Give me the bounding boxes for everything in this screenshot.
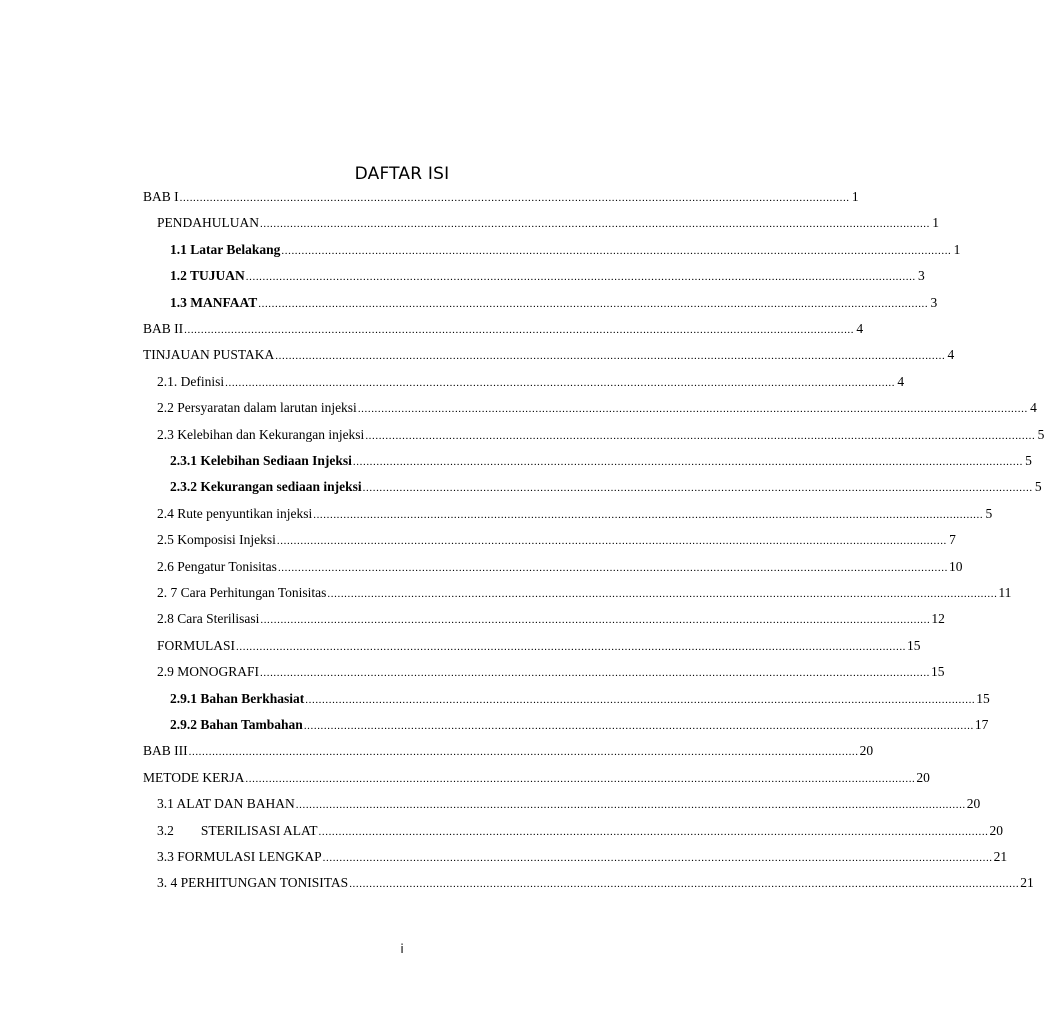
toc-entry-label: 2.1. Definisi [157,373,225,389]
toc-entry-label: 2.9 MONOGRAFI [157,664,260,680]
toc-entry-page: 20 [916,769,930,785]
toc-leader-dots: ........................................................................................................................................................................................................ [245,772,916,785]
toc-entry[interactable] [170,265,925,287]
toc-entry[interactable] [157,820,1004,842]
toc-leader-dots: ........................................................................................................................................................................................................ [260,614,931,627]
toc-entry-label: 1.3 MANFAAT [170,294,258,310]
toc-entry[interactable] [157,212,939,234]
toc-entry-label: 1.1 Latar Belakang [170,241,281,257]
toc-entry-page: 3 [930,294,938,310]
toc-leader-dots: ........................................................................................................................................................................................................ [236,640,907,653]
toc-entry-page: 15 [976,690,990,706]
page-title: DAFTAR ISI [354,164,450,184]
toc-leader-dots: ........................................................................................................................................................................................................ [365,429,1036,442]
toc-leader-dots: ........................................................................................................................................................................................................ [260,667,931,680]
toc-entry[interactable] [170,688,990,710]
toc-entry[interactable] [170,714,989,736]
toc-entry-label: METODE KERJA [143,769,245,785]
toc-leader-dots: ........................................................................................................................................................................................................ [313,508,984,521]
toc-entry-page: 5 [1025,453,1032,468]
toc-leader-dots: ........................................................................................................................................................................................................ [281,244,952,257]
toc-entry-label: 2.2 Persyaratan dalam larutan injeksi [157,400,357,416]
toc-leader-dots: ........................................................................................................................................................................................................ [275,350,946,363]
toc-entry-label: 3.2 STERILISASI ALAT [157,822,318,838]
toc-entry-page: 1 [932,215,939,231]
toc-entry[interactable] [157,582,1012,604]
toc-entry-page: 15 [931,664,945,680]
toc-entry-page: 4 [856,321,864,336]
toc-entry-page: 15 [907,637,921,653]
toc-entry-label: 3. 4 PERHITUNGAN TONISITAS [157,875,349,891]
toc-entry-label: 2.6 Pengatur Tonisitas [157,558,277,574]
toc-entry-page: 4 [1030,400,1037,416]
toc-entry-page: 4 [947,347,955,363]
toc-leader-dots: ........................................................................................................................................................................................................ [179,192,850,204]
toc-leader-dots: ........................................................................................................................................................................................................ [327,588,998,600]
toc-entry-label: 2.9.1 Bahan Berkhasiat [170,690,305,706]
toc-leader-dots: ........................................................................................................................................................................................................ [225,376,896,389]
toc-entry[interactable] [157,424,1044,446]
toc-entry-label: BAB II [143,321,184,336]
toc-entry-page: 5 [1037,426,1044,442]
toc-leader-dots: ........................................................................................................................................................................................................ [276,535,947,548]
toc-leader-dots: ........................................................................................................................................................................................................ [258,297,929,310]
toc-entry-page: 5 [985,505,993,521]
toc-entry-page: 7 [949,532,956,548]
toc-leader-dots: ........................................................................................................................................................................................................ [277,561,948,574]
toc-entry-label: 2.4 Rute penyuntikan injeksi [157,505,313,521]
toc-entry[interactable] [157,556,963,578]
toc-entry-page: 20 [859,743,874,759]
toc-entry-label: 3.3 FORMULASI LENGKAP [157,849,322,864]
toc-entry[interactable] [170,239,961,261]
toc-entry[interactable] [157,529,956,551]
toc-leader-dots: ........................................................................................................................................................................................................ [318,825,989,838]
toc-leader-dots: ........................................................................................................................................................................................................ [188,746,859,759]
toc-leader-dots: ........................................................................................................................................................................................................ [305,693,976,706]
toc-entry-page: 10 [948,558,963,574]
toc-entry-page: 4 [897,373,905,389]
toc-entry[interactable] [143,186,859,208]
toc-entry-label: 2.5 Komposisi Injeksi [157,532,276,548]
toc-entry-page: 21 [1020,875,1034,891]
toc-entry-page: 1 [953,241,961,257]
toc-leader-dots: ........................................................................................................................................................................................................ [303,720,974,732]
toc-entry[interactable] [157,872,1034,894]
toc-entry-label: 1.2 TUJUAN [170,268,245,284]
toc-entry-label: 2.3.1 Kelebihan Sediaan Injeksi [170,453,352,468]
toc-entry[interactable] [143,344,955,366]
toc-entry-page: 12 [931,611,945,627]
toc-entry-page: 20 [966,796,981,812]
toc-leader-dots: ........................................................................................................................................................................................................ [352,456,1023,468]
toc-entry[interactable] [170,476,1042,498]
toc-entry[interactable] [157,397,1037,419]
toc-entry[interactable] [170,292,938,314]
toc-leader-dots: ........................................................................................................................................................................................................ [295,799,966,812]
toc-entry[interactable] [157,608,945,630]
toc-entry[interactable] [157,371,905,393]
toc-entry-label: 2. 7 Cara Perhitungan Tonisitas [157,585,327,600]
toc-leader-dots: ........................................................................................................................................................................................................ [245,271,916,284]
toc-leader-dots: ........................................................................................................................................................................................................ [322,852,993,864]
toc-leader-dots: ........................................................................................................................................................................................................ [349,878,1020,891]
toc-leader-dots: ........................................................................................................................................................................................................ [362,482,1033,495]
toc-entry-page: 3 [918,268,925,284]
toc-entry-label: PENDAHULUAN [157,215,259,231]
toc-entry-label: 2.3.2 Kekurangan sediaan injeksi [170,479,362,495]
toc-entry[interactable] [157,846,1008,868]
toc-leader-dots: ........................................................................................................................................................................................................ [357,403,1028,416]
toc-entry-page: 5 [1034,479,1042,495]
toc-entry-page: 20 [989,822,1004,838]
toc-entry-label: 2.8 Cara Sterilisasi [157,611,260,627]
toc-entry[interactable] [170,450,1032,472]
toc-entry-label: 3.1 ALAT DAN BAHAN [157,796,295,812]
toc-entry[interactable] [143,318,864,340]
toc-entry-page: 11 [998,585,1012,600]
toc-entry[interactable] [157,635,921,657]
toc-entry-label: 2.9.2 Bahan Tambahan [170,717,303,732]
toc-entry[interactable] [143,740,874,762]
toc-entry-page: 1 [851,189,859,204]
toc-entry-label: BAB III [143,743,188,759]
toc-entry-page: 21 [993,849,1008,864]
toc-entry[interactable] [157,503,993,525]
toc-entry-page: 17 [974,717,989,732]
toc-leader-dots: ........................................................................................................................................................................................................ [184,324,855,336]
toc-entry-label: TINJAUAN PUSTAKA [143,347,275,363]
toc-entry-label: FORMULASI [157,637,236,653]
page-number-footer: i [400,942,404,956]
toc-entry[interactable] [157,661,945,683]
toc-entry[interactable] [143,767,930,789]
toc-entry-label: BAB I [143,189,179,204]
toc-leader-dots: ........................................................................................................................................................................................................ [260,218,930,231]
toc-entry-label: 2.3 Kelebihan dan Kekurangan injeksi [157,426,365,442]
toc-entry[interactable] [157,793,981,815]
